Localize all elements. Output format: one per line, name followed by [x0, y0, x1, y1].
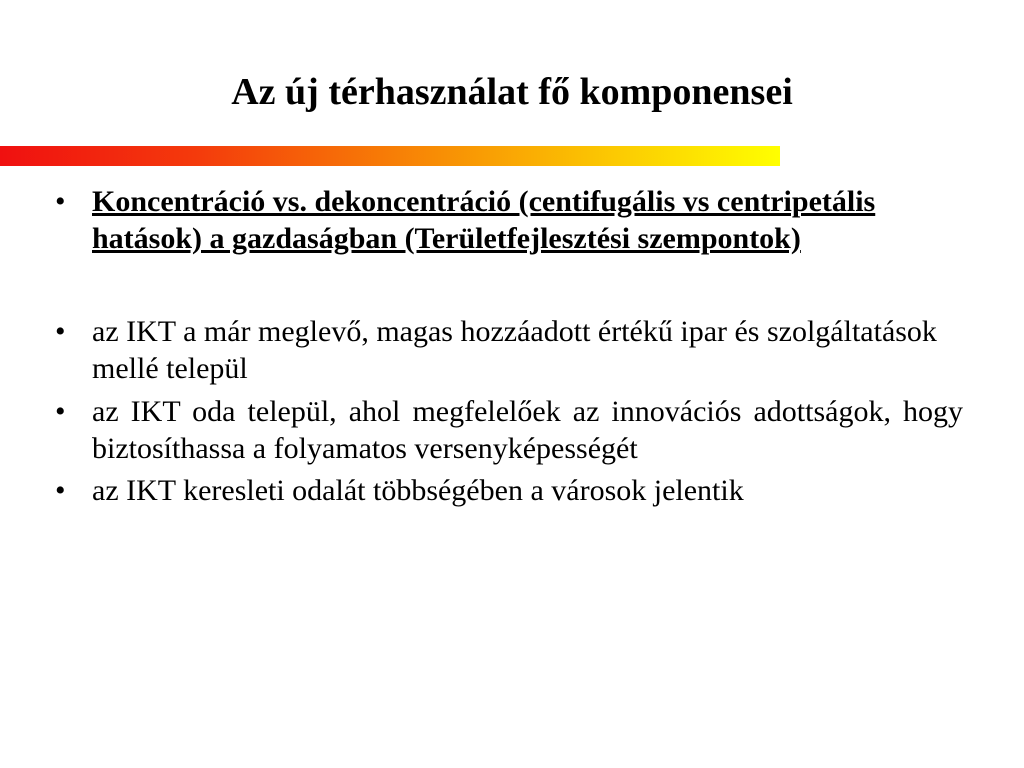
bullet-text: az IKT keresleti odalát többségében a városok jelentik — [92, 474, 744, 507]
title-gradient-bar — [0, 146, 780, 166]
bullet-text: az IKT a már meglevő, magas hozzáadott értékű ipar és szolgáltatások mellé települ — [92, 315, 937, 385]
bullet-dot-icon: • — [55, 315, 66, 348]
bullet-text: Koncentráció vs. dekoncentráció (centifugális vs centripetális hatások) a gazdaságban (Területfejlesztési szempontok) — [92, 185, 876, 255]
bullet-item-ikt-innovation — [55, 393, 963, 467]
bullet-item-ikt-demand — [55, 472, 963, 509]
bullet-item-ikt-industry — [55, 313, 963, 387]
bullet-dot-icon: • — [55, 185, 66, 218]
bullet-dot-icon: • — [55, 395, 66, 428]
slide-title: Az új térhasználat fő komponensei — [231, 71, 793, 113]
bullet-item-concentration — [55, 183, 963, 257]
bullet-dot-icon: • — [55, 474, 66, 507]
bullet-list — [55, 183, 963, 509]
bullet-text: az IKT oda települ, ahol megfelelőek az innovációs adottságok, hogy biztosíthassa a folyamatos versenyképességét — [92, 395, 963, 465]
